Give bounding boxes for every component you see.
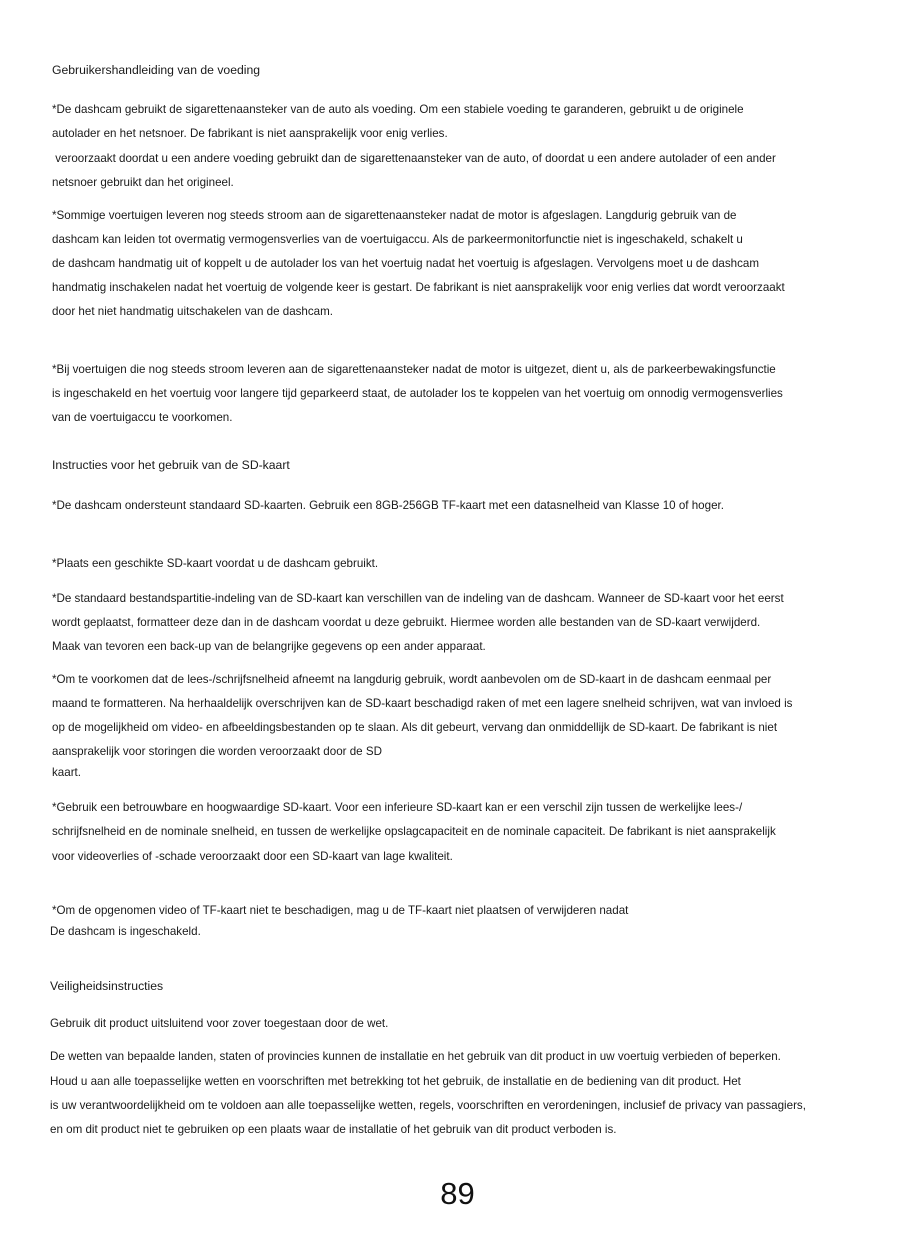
paragraph-line: schrijfsnelheid en de nominale snelheid, en tussen de werkelijke opslagcapaciteit en de nominale capaciteit. De fabrikant is niet aansprakelijk xyxy=(52,825,776,838)
paragraph-line: *De dashcam ondersteunt standaard SD-kaarten. Gebruik een 8GB-256GB TF-kaart met een datasnelheid van Klasse 10 of hoger. xyxy=(52,499,724,512)
paragraph-line: *Gebruik een betrouwbare en hoogwaardige SD-kaart. Voor een inferieure SD-kaart kan er een verschil zijn tussen de werkelijke lees-/ xyxy=(52,801,743,814)
paragraph-line: De dashcam is ingeschakeld. xyxy=(50,925,201,938)
paragraph-line: autolader en het netsnoer. De fabrikant is niet aansprakelijk voor enig verlies. xyxy=(52,127,448,140)
paragraph-line: is ingeschakeld en het voertuig voor langere tijd geparkeerd staat, de autolader los te koppelen van het voertuig om onnodig vermogensverlies xyxy=(52,387,783,400)
section-heading-voeding: Gebruikershandleiding van de voeding xyxy=(52,63,261,77)
paragraph-line: is uw verantwoordelijkheid om te voldoen aan alle toepasselijke wetten, regels, voorschriften en verordeningen, inclusief de privacy van passagiers, xyxy=(50,1099,806,1112)
paragraph-line: en om dit product niet te gebruiken op een plaats waar de installatie of het gebruik van dit product verboden is. xyxy=(50,1123,617,1136)
paragraph-line: kaart. xyxy=(52,766,81,779)
paragraph-line: *Om de opgenomen video of TF-kaart niet te beschadigen, mag u de TF-kaart niet plaatsen of verwijderen nadat xyxy=(52,904,629,917)
paragraph-line: netsnoer gebruikt dan het origineel. xyxy=(52,176,234,189)
paragraph-line: van de voertuigaccu te voorkomen. xyxy=(52,411,233,424)
paragraph-line: *De standaard bestandspartitie-indeling van de SD-kaart kan verschillen van de indeling van de dashcam. Wanneer de SD-kaart voor het eerst xyxy=(52,592,784,605)
section-heading-veiligheid: Veiligheidsinstructies xyxy=(50,979,164,993)
paragraph-line: handmatig inschakelen nadat het voertuig de volgende keer is gestart. De fabrikant is niet aansprakelijk voor enig verlies dat wordt veroorzaakt xyxy=(52,281,785,294)
paragraph-line: *De dashcam gebruikt de sigarettenaansteker van de auto als voeding. Om een stabiele voeding te garanderen, gebruikt u de originele xyxy=(52,103,744,116)
paragraph-line: *Om te voorkomen dat de lees-/schrijfsnelheid afneemt na langdurig gebruik, wordt aanbevolen om de SD-kaart in de dashcam eenmaal per xyxy=(52,673,772,686)
paragraph-line: Maak van tevoren een back-up van de belangrijke gegevens op een ander apparaat. xyxy=(52,640,486,653)
paragraph-line: wordt geplaatst, formatteer deze dan in de dashcam voordat u deze gebruikt. Hiermee worden alle bestanden van de SD-kaart verwijderd. xyxy=(52,616,761,629)
paragraph-line: *Plaats een geschikte SD-kaart voordat u de dashcam gebruikt. xyxy=(52,557,379,570)
page-number: 89 xyxy=(440,1176,475,1211)
paragraph-line: dashcam kan leiden tot overmatig vermogensverlies van de voertuigaccu. Als de parkeermonitorfunctie niet is ingeschakeld, schakelt u xyxy=(52,233,743,246)
paragraph-line: aansprakelijk voor storingen die worden veroorzaakt door de SD xyxy=(52,745,382,758)
paragraph-line: veroorzaakt doordat u een andere voeding gebruikt dan de sigarettenaansteker van de auto, of doordat u een andere autolader of een ander xyxy=(52,152,776,165)
paragraph-line: Gebruik dit product uitsluitend voor zover toegestaan door de wet. xyxy=(50,1017,389,1030)
paragraph-line: *Sommige voertuigen leveren nog steeds stroom aan de sigarettenaansteker nadat de motor is afgeslagen. Langdurig gebruik van de xyxy=(52,209,737,222)
paragraph-line: maand te formatteren. Na herhaaldelijk overschrijven kan de SD-kaart beschadigd raken of met een lagere snelheid schrijven, wat van invloed is xyxy=(52,697,793,710)
paragraph-line: door het niet handmatig uitschakelen van de dashcam. xyxy=(52,305,334,318)
paragraph-line: De wetten van bepaalde landen, staten of provincies kunnen de installatie en het gebruik van dit product in uw voertuig verbieden of beperken. xyxy=(50,1050,781,1063)
paragraph-line: op de mogelijkheid om video- en afbeeldingsbestanden op te slaan. Als dit gebeurt, vervang dan onmiddellijk de SD-kaart. De fabrikant is niet xyxy=(52,721,778,734)
paragraph-line: Houd u aan alle toepasselijke wetten en voorschriften met betrekking tot het gebruik, de installatie en de bediening van dit product. Het xyxy=(50,1075,741,1088)
paragraph-line: *Bij voertuigen die nog steeds stroom leveren aan de sigarettenaansteker nadat de motor is uitgezet, dient u, als de parkeerbewakingsfunctie xyxy=(52,363,776,376)
paragraph-line: voor videoverlies of -schade veroorzaakt door een SD-kaart van lage kwaliteit. xyxy=(52,850,453,863)
paragraph-line: de dashcam handmatig uit of koppelt u de autolader los van het voertuig nadat het voertuig is afgeslagen. Vervolgens moet u de dashcam xyxy=(52,257,760,270)
section-heading-sd-kaart: Instructies voor het gebruik van de SD-kaart xyxy=(52,458,290,472)
